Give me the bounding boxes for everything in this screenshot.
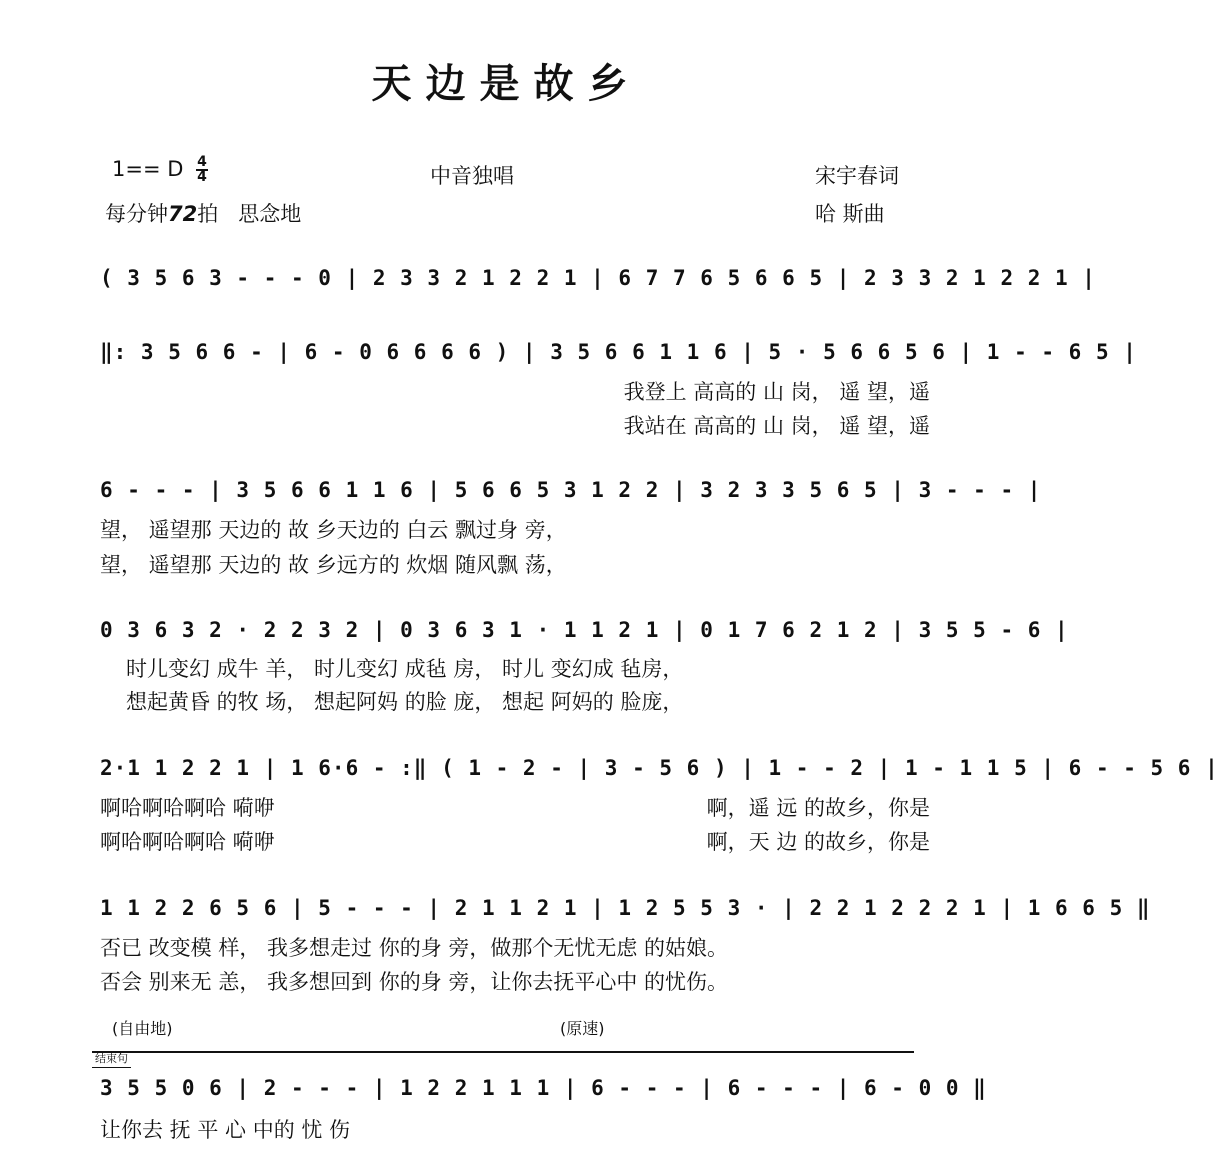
tempo-prefix: 每分钟 [105,202,168,226]
notation-line-5: 2·1 1 2 2 1 | 1 6·6 - :‖ ( 1 - 2 - | 3 - 5 6 ) | 1 - - 2 | 1 - 1 1 5 | 6 - - 5 6 | [100,756,1219,780]
lyric-line-4-verse-2: 想起黄昏 的牧 场， 想起阿妈 的脸 庞， 想起 阿妈的 脸庞， [126,690,684,714]
lyric-line-5-verse-2-end: 啊，天 边 的故乡，你是 [706,830,930,854]
free-tempo-note: (自由地) [112,1019,173,1038]
notation-line-3: 6 - - - | 3 5 6 6 1 1 6 | 5 6 6 5 3 1 2 2 | 3 2 3 3 5 6 5 | 3 - - - | [100,478,1042,502]
lyric-line-4-verse-1: 时儿变幻 成牛 羊， 时儿变幻 成毡 房， 时儿 变幻成 毡房， [126,657,684,681]
notation-line-4: 0 3 6 3 2 · 2 2 3 2 | 0 3 6 3 1 · 1 1 2 1 | 0 1 7 6 2 1 2 | 3 5 5 - 6 | [100,618,1069,642]
ending-bracket [92,1051,914,1053]
time-denominator: 4 [197,169,207,185]
original-tempo-note: (原速) [560,1019,605,1038]
time-signature [196,156,208,184]
notation-line-1: ( 3 5 6 3 - - - 0 | 2 3 3 2 1 2 2 1 | 6 7 7 6 5 6 6 5 | 2 3 3 2 1 2 2 1 | [100,266,1096,290]
lyric-line-6-verse-2: 否会 别来无 恙， 我多想回到 你的身 旁，让你去抚平心中 的忧伤。 [100,970,729,994]
lyric-line-6-verse-1: 否已 改变模 样， 我多想走过 你的身 旁，做那个无忧无虑 的姑娘。 [100,936,729,960]
lyric-line-3-verse-2: 望， 遥望那 天边的 故 乡远方的 炊烟 随风飘 荡， [100,553,567,577]
notation-line-2: ‖: 3 5 6 6 - | 6 - 0 6 6 6 6 ) | 3 5 6 6 1 1 6 | 5 · 5 6 6 5 6 | 1 - - 6 5 | [100,340,1137,364]
notation-line-6: 1 1 2 2 6 5 6 | 5 - - - | 2 1 1 2 1 | 1 2 5 5 3 · | 2 2 1 2 2 2 1 | 1 6 6 5 ‖ [100,896,1151,920]
lyric-line-5-verse-1-start: 啊哈啊哈啊哈 嗬咿 [100,796,275,820]
ending-label: 结束句 [92,1049,131,1068]
tempo-marking [105,198,301,228]
composer-credit: 哈 斯曲 [815,202,885,226]
lyric-line-5-verse-2-start: 啊哈啊哈啊哈 嗬咿 [100,830,275,854]
key-signature [112,156,208,184]
lyric-line-5-verse-1-end: 啊，遥 远 的故乡，你是 [706,796,930,820]
notation-line-7: 3 5 5 0 6 | 2 - - - | 1 2 2 1 1 1 | 6 - - - | 6 - - - | 6 - 0 0 ‖ [100,1076,987,1100]
lyric-line-2-verse-1: 我登上 高高的 山 岗， 遥 望，遥 [623,380,930,404]
key-text: 1== D [112,157,184,181]
lyric-line-3-verse-1: 望， 遥望那 天边的 故 乡天边的 白云 飘过身 旁， [100,518,567,542]
lyric-line-7-verse-1: 让你去 抚 平 心 中的 忧 伤 [100,1118,351,1142]
song-title: 天边是故乡 [371,60,642,107]
performance-type: 中音独唱 [430,164,514,188]
tempo-value: 72 [168,202,198,226]
lyric-line-2-verse-2: 我站在 高高的 山 岗， 遥 望，遥 [623,414,930,438]
expression-marking: 思念地 [238,202,302,226]
time-numerator: 4 [197,154,207,170]
lyricist-credit: 宋宇春词 [815,164,899,188]
tempo-suffix: 拍 [197,202,219,226]
